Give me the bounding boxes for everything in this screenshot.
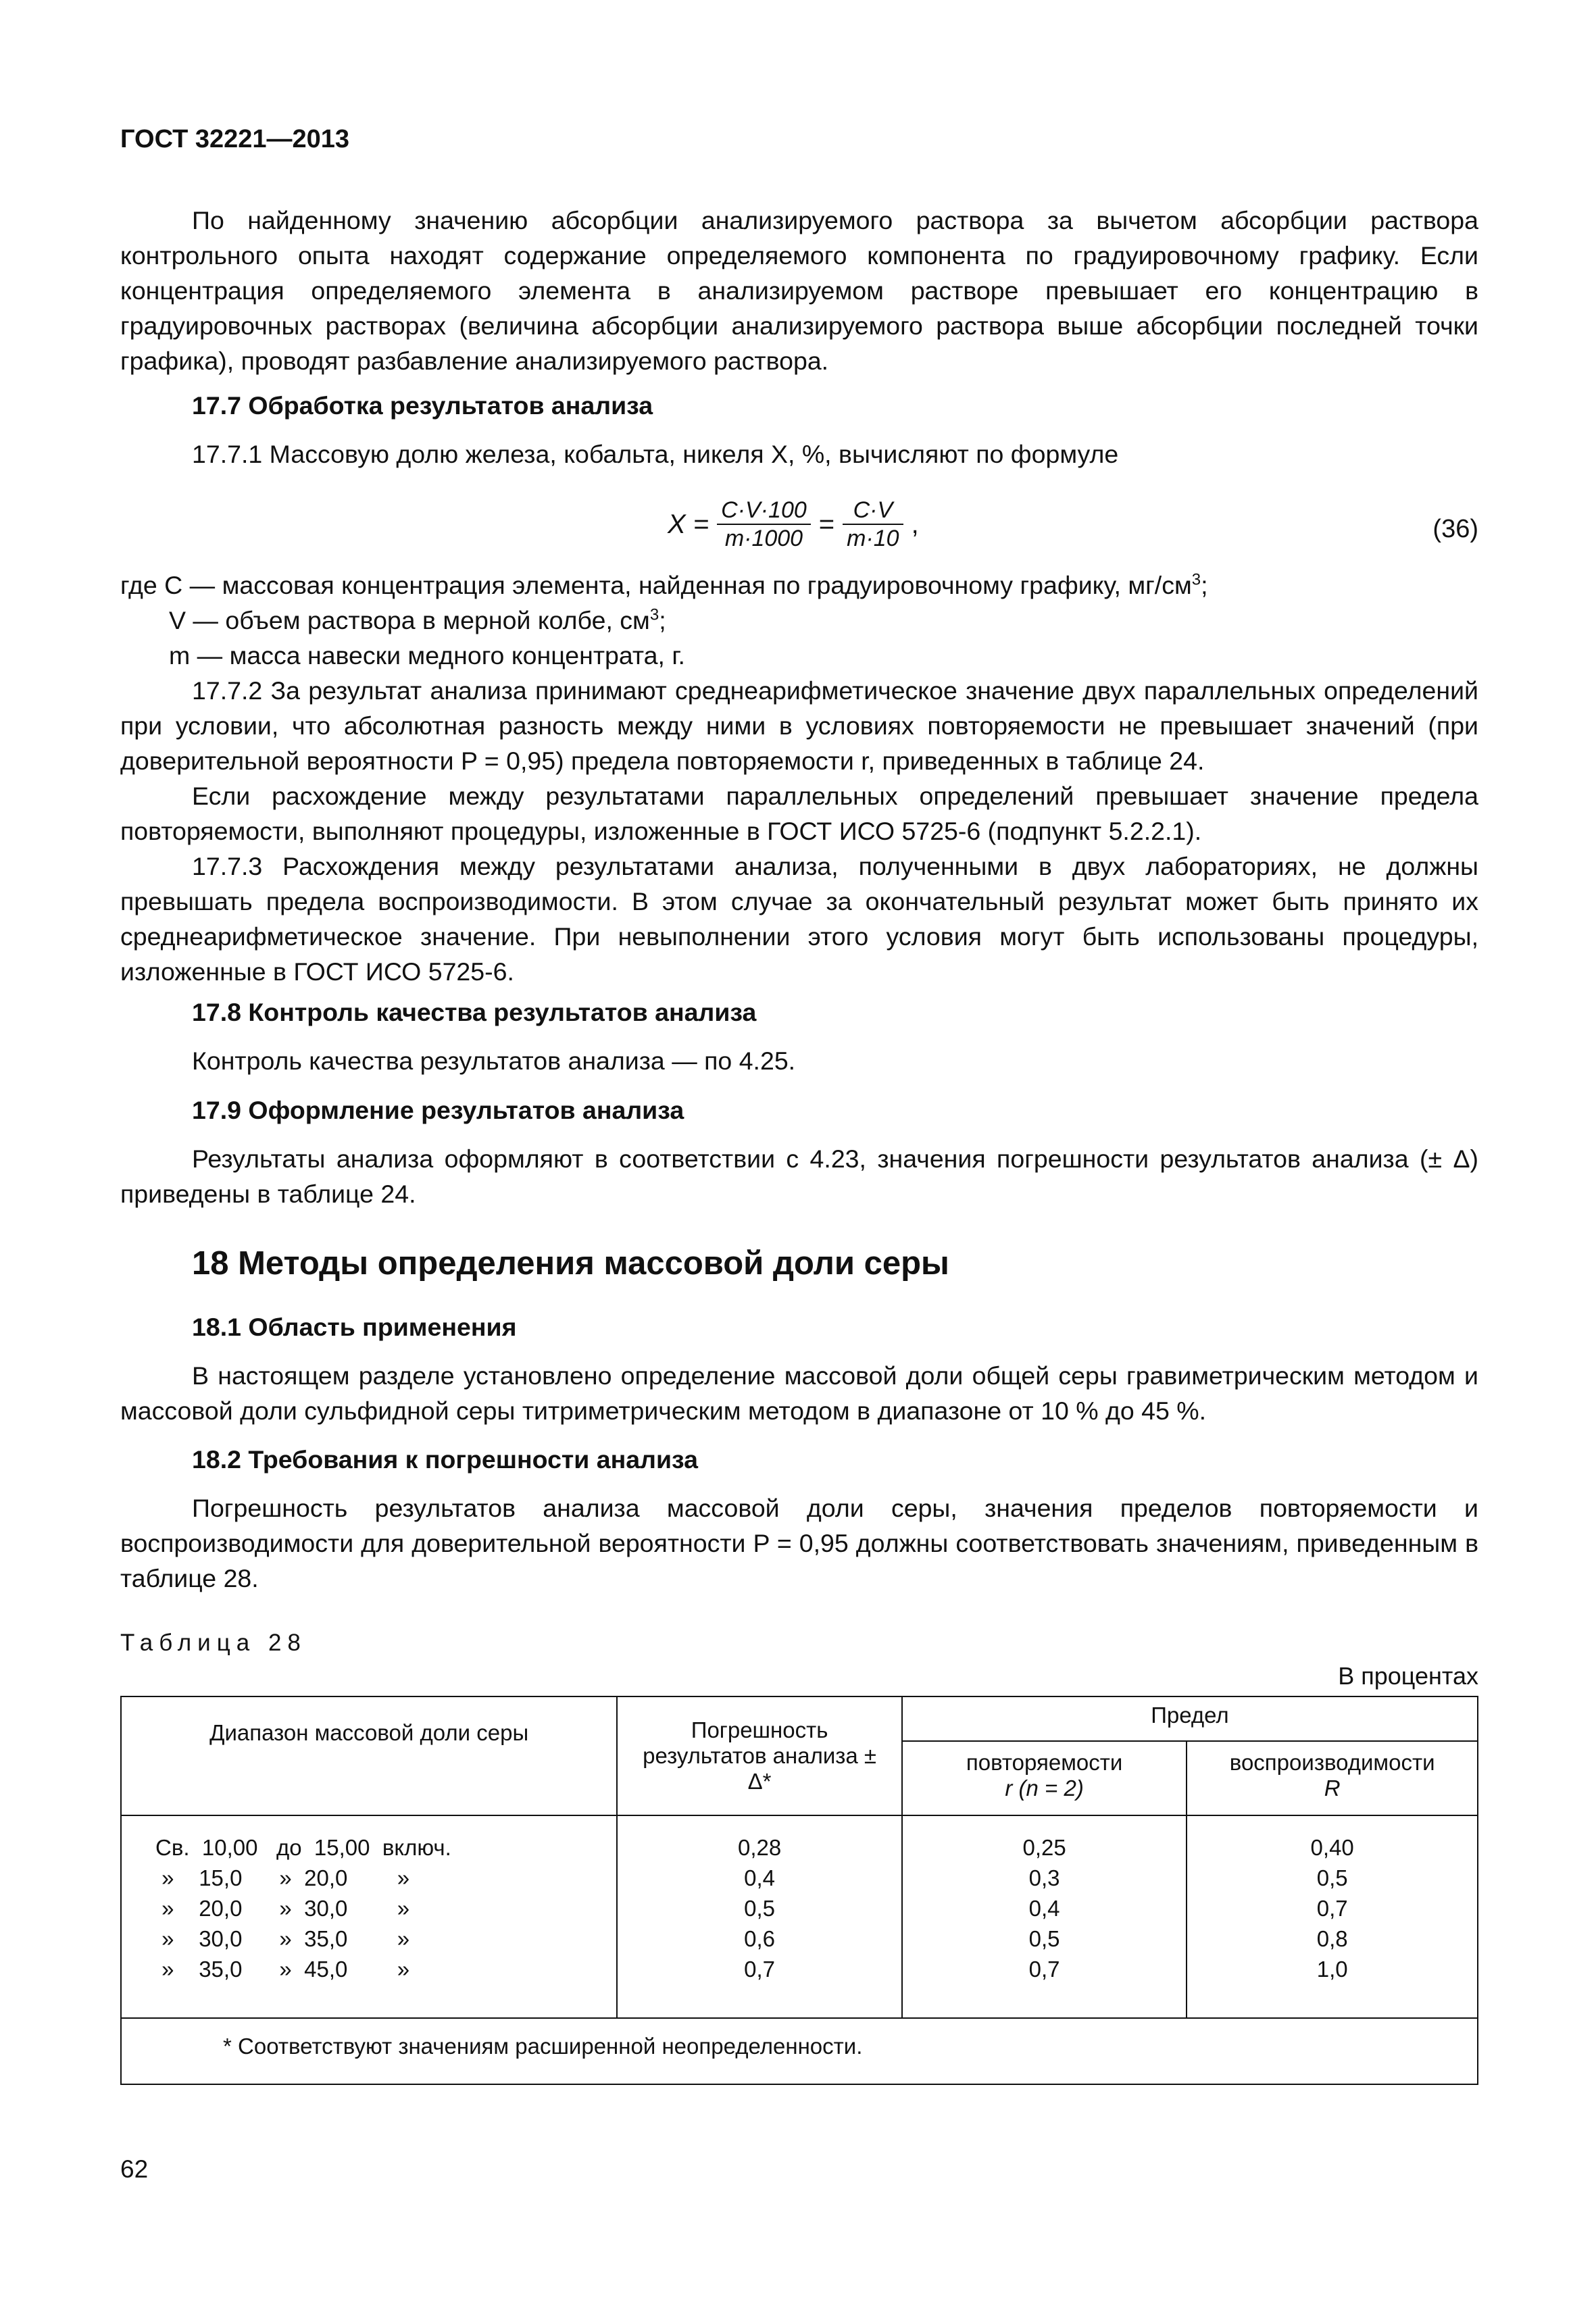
formula-number: (36)	[1432, 515, 1478, 543]
table-header-r-symbol: r (n = 2)	[1005, 1776, 1084, 1801]
table-header-limit	[902, 1696, 1478, 1741]
formula-eq: =	[818, 509, 835, 539]
formula-fraction-1	[717, 497, 811, 552]
legend-c	[120, 568, 1478, 603]
section-18-1-text: В настоящем разделе установлено определение массовой доли общей серы гравиметрическим методом и массовой доли сульфидной серы титриметрическим методом в диапазоне от 10 % до 45 %.	[120, 1361, 1478, 1425]
legend-m: m — масса навески медного концентрата, г.	[169, 641, 685, 670]
formula-fraction-2	[843, 497, 903, 552]
section-17-7-heading: 17.7 Обработка результатов анализа	[192, 391, 653, 420]
section-18-2-text: Погрешность результатов анализа массовой доли серы, значения пределов повторяемости и воспроизводимости для доверительной вероятности P = 0,95 должны соответствовать значениям, приведенным в таблице 28.	[120, 1494, 1478, 1592]
formula-num-1: C·V·100	[717, 497, 811, 525]
table-cell-ranges: Св. 10,00 до 15,00 включ. » 15,0 » 20,0 » » 20,0 » 30,0 » » 30,0 » 35,0 » » 35,0 » 45,0 »	[121, 1815, 617, 2018]
table-header-R-label: воспроизводимости	[1229, 1750, 1435, 1775]
legend-c-tail: ;	[1201, 571, 1208, 599]
legend-v-sup: 3	[649, 605, 659, 624]
table-header-R	[1187, 1741, 1478, 1815]
section-18-1-heading: 18.1 Область применения	[192, 1313, 517, 1341]
section-17-7-2	[120, 673, 1478, 989]
section-17-7-2-text: 17.7.2 За результат анализа принимают среднеарифметическое значение двух параллельных определений при условии, что абсолютная разность между ними в условиях повторяемости не превышает значений (при доверительной вероятности P = 0,95) предела повторяемости r, приведенных в таблице 24.	[120, 676, 1478, 775]
table-header-range	[121, 1696, 617, 1815]
section-17-9-text: Результаты анализа оформляют в соответствии с 4.23, значения погрешности результатов анализа (± Δ) приведены в таблице 24.	[120, 1145, 1478, 1208]
formula-num-2: C·V	[843, 497, 903, 525]
section-18	[120, 1243, 1478, 1596]
table-header-delta-text: Погрешность результатов анализа ± Δ*	[643, 1717, 877, 1794]
table-header-limit-text: Предел	[1151, 1703, 1229, 1728]
table-header-R-symbol: R	[1324, 1776, 1341, 1801]
section-17-9-heading: 17.9 Оформление результатов анализа	[192, 1096, 684, 1124]
legend-c-sup: 3	[1191, 570, 1201, 589]
section-18-2-heading: 18.2 Требования к погрешности анализа	[192, 1445, 699, 1474]
section-17-7	[120, 388, 1478, 472]
section-17-8-text: Контроль качества результатов анализа — по 4.25.	[192, 1047, 796, 1075]
formula-den-2: m·10	[847, 526, 899, 551]
formula-den-1: m·1000	[724, 526, 803, 551]
section-17-8-heading: 17.8 Контроль качества результатов анализа	[192, 998, 757, 1026]
formula-36	[668, 497, 919, 552]
table-header-delta	[617, 1696, 902, 1815]
legend-v-tail: ;	[659, 606, 666, 634]
legend-c-text: где C — массовая концентрация элемента, найденная по градуировочному графику, мг/см	[120, 571, 1192, 599]
table-footnote: * Соответствуют значениям расширенной неопределенности.	[121, 2018, 1478, 2084]
table-header-r	[902, 1741, 1187, 1815]
section-17-9	[120, 1092, 1478, 1211]
table-cell-r: 0,25 0,3 0,4 0,5 0,7	[902, 1815, 1187, 2018]
section-17-7-2-text-2: Если расхождение между результатами параллельных определений превышает значение предела повторяемости, выполняют процедуры, изложенные в ГОСТ ИСО 5725-6 (подпункт 5.2.2.1).	[120, 782, 1478, 845]
table-header-range-text: Диапазон массовой доли серы	[209, 1720, 529, 1745]
table-caption: Таблица 28	[120, 1630, 307, 1656]
document-header: ГОСТ 32221—2013	[120, 125, 350, 153]
section-17-8	[120, 995, 1478, 1078]
page-number: 62	[120, 2155, 149, 2183]
table-cell-R: 0,40 0,5 0,7 0,8 1,0	[1187, 1815, 1478, 2018]
formula-lhs: X =	[668, 509, 709, 539]
table-28	[120, 1696, 1478, 2085]
table-header-r-label: повторяемости	[966, 1750, 1123, 1775]
legend-v-text: V — объем раствора в мерной колбе, см	[169, 606, 650, 634]
intro-block	[120, 203, 1478, 378]
formula-tail: ,	[911, 509, 919, 539]
formula-legend	[120, 568, 1478, 673]
section-18-heading: 18 Методы определения массовой доли серы	[192, 1245, 949, 1282]
legend-v	[120, 603, 1478, 638]
intro-paragraph: По найденному значению абсорбции анализируемого раствора за вычетом абсорбции раствора контрольного опыта находят содержание определяемого компонента по градуировочному графику. Если концентрация определяемого элемента в анализируемом растворе превышает его концентрацию в градуировочных растворах (величина абсорбции анализируемого раствора выше абсорбции последней точки графика), проводят разбавление анализируемого раствора.	[120, 206, 1478, 375]
section-17-7-1-text: 17.7.1 Массовую долю железа, кобальта, никеля X, %, вычисляют по формуле	[192, 440, 1119, 468]
table-cell-delta: 0,28 0,4 0,5 0,6 0,7	[617, 1815, 902, 2018]
table-unit: В процентах	[1338, 1662, 1478, 1690]
section-17-7-3-text: 17.7.3 Расхождения между результатами анализа, полученными в двух лабораториях, не должны превышать предела воспроизводимости. В этом случае за окончательный результат может быть принято их среднеарифметическое значение. При невыполнении этого условия могут быть использованы процедуры, изложенные в ГОСТ ИСО 5725-6.	[120, 852, 1478, 986]
